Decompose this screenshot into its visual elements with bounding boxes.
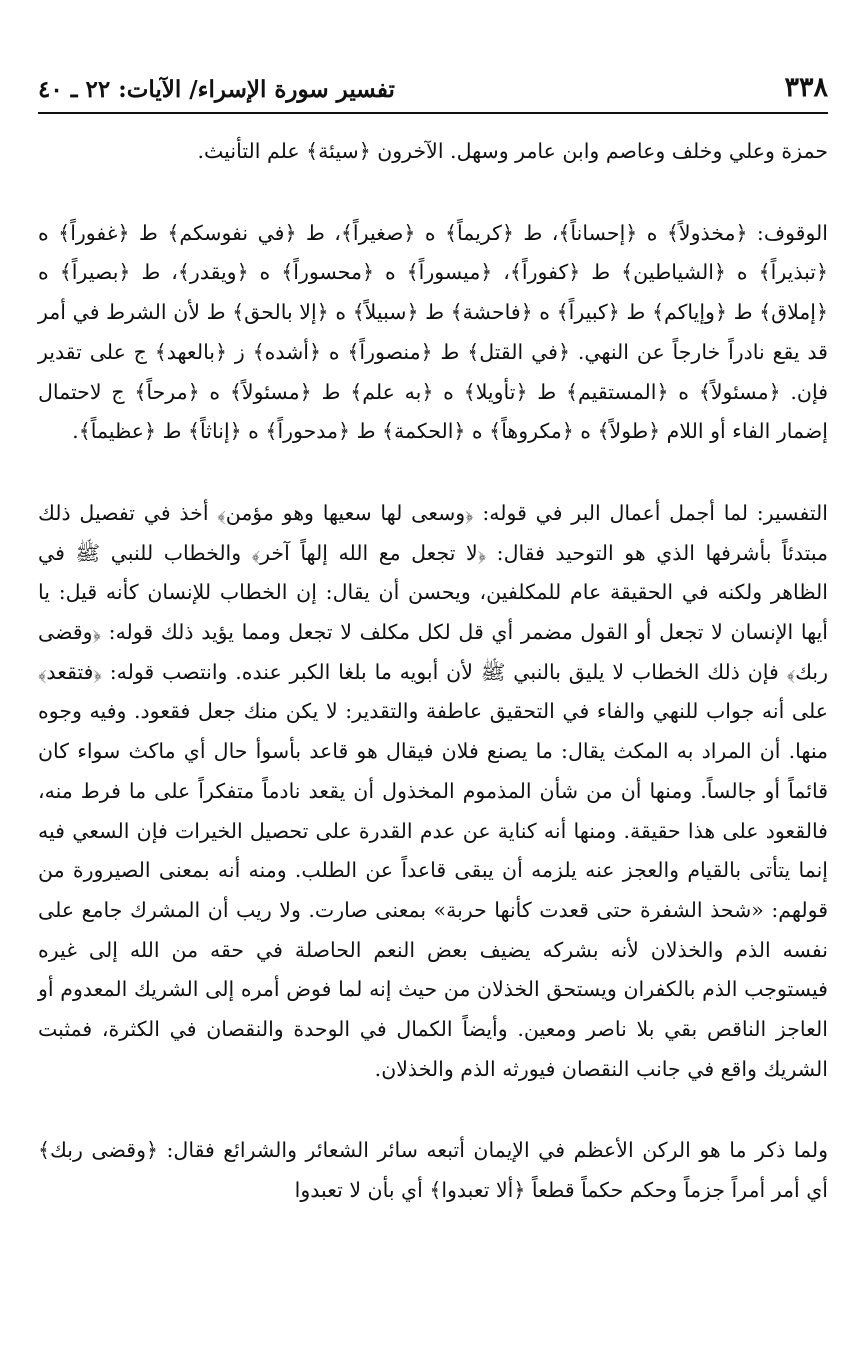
running-title: تفسير سورة الإسراء/ الآيات: ٢٢ ـ ٤٠: [38, 76, 395, 103]
paragraph-commentary: التفسير: لما أجمل أعمال البر في قوله: ﴿وسعى لها سعيها وهو مؤمن﴾ أخذ في تفصيل ذلك مبتدئاً بأشرفها الذي هو التوحيد فقال: ﴿لا تجعل مع الله إلهاً آخر﴾ والخطاب للنبي ﷺ في الظاهر ولكنه في الحقيقة عام للمكلفين، ويحسن أن يقال: إن الخطاب للإنسان كأنه قيل: يا أيها الإنسان لا تجعل أو القول مضمر أي قل لكل مكلف لا تجعل ومما يؤيد ذلك قوله: ﴿وقضى ربك﴾ فإن ذلك الخطاب لا يليق بالنبي ﷺ لأن أبويه ما بلغا الكبر عنده. وانتصب قوله: ﴿فتقعد﴾ على أنه جواب للنهي والفاء في التحقيق عاطفة والتقدير: لا يكن منك جعل فقعود. وفيه وجوه منها. أن المراد به المكث يقال: ما يصنع فلان فيقال هو قاعد بأسوأ حال أي ماكث سواء كان قائماً أو جالساً. ومنها أن من شأن المذموم المخذول أن يقعد نادماً متفكراً على ما فرط منه، فالقعود على هذا حقيقة. ومنها أنه كناية عن عدم القدرة على تحصيل الخيرات فإن السعي فيه إنما يتأتى بالقيام والعجز عنه يلزمه أن يبقى قاعداً عن الطلب. ومنه أنه بمعنى الصيرورة من قولهم: «شحذ الشفرة حتى قعدت كأنها حربة» بمعنى صارت. ولا ريب أن المشرك جامع على نفسه الذم والخذلان لأنه بشركه يضيف بعض النعم الحاصلة في حقه من الله إلى غيره فيستوجب الذم بالكفران ويستحق الخذلان من حيث إنه لما فوض أمره إلى الشريك المعدوم أو العاجز الناقص بقي بلا ناصر ومعين. وأيضاً الكمال في الوحدة والنقصان في الكثرة، فمثبت الشريك واقع في جانب النقصان فيورثه الذم والخذلان.: [38, 500, 828, 1081]
page-number: ٣٣٨: [784, 72, 828, 103]
paragraph-continuation: حمزة وعلي وخلف وعاصم وابن عامر وسهل. الآخرون ﴿سيئة﴾ علم التأنيث.: [197, 139, 828, 163]
paragraph-gap: [38, 452, 828, 494]
paragraph-stops: الوقوف: ﴿مخذولاً﴾ ه ﴿إحساناً﴾، ط ﴿كريماً﴾ ه ﴿صغيراً﴾، ط ﴿في نفوسكم﴾ ط ﴿غفوراً﴾ ه ﴿تبذيراً﴾ ه ﴿الشياطين﴾ ط ﴿كفوراً﴾، ﴿ميسوراً﴾ ه ﴿محسوراً﴾ ه ﴿ويقدر﴾، ط ﴿بصيراً﴾ ه ﴿إملاق﴾ ط ﴿وإياكم﴾ ط ﴿كبيراً﴾ ه ﴿فاحشة﴾ ط ﴿سبيلاً﴾ ه ﴿إلا بالحق﴾ ط لأن الشرط في أمر قد يقع نادراً خارجاً عن النهي. ﴿في القتل﴾ ط ﴿منصوراً﴾ ه ﴿أشده﴾ ز ﴿بالعهد﴾ ج على تقدير فإن. ﴿مسئولاً﴾ ه ﴿المستقيم﴾ ط ﴿تأويلا﴾ ه ﴿به علم﴾ ط ﴿مسئولاً﴾ ه ﴿مرحاً﴾ ج لاحتمال إضمار الفاء أو اللام ﴿طولاً﴾ ه ﴿مكروهاً﴾ ه ﴿الحكمة﴾ ط ﴿مدحوراً﴾ ه ﴿إناثاً﴾ ط ﴿عظيماً﴾.: [38, 220, 828, 444]
page-body: [38, 132, 828, 1211]
page-header: [38, 62, 828, 114]
paragraph-gap: [38, 1089, 828, 1131]
paragraph-next: ولما ذكر ما هو الركن الأعظم في الإيمان أتبعه سائر الشعائر والشرائع فقال: ﴿وقضى ربك﴾ أي أمر أمراً جزماً وحكم حكماً قطعاً ﴿ألا تعبدوا﴾ أي بأن لا تعبدوا: [38, 1138, 828, 1203]
paragraph-gap: [38, 172, 828, 214]
